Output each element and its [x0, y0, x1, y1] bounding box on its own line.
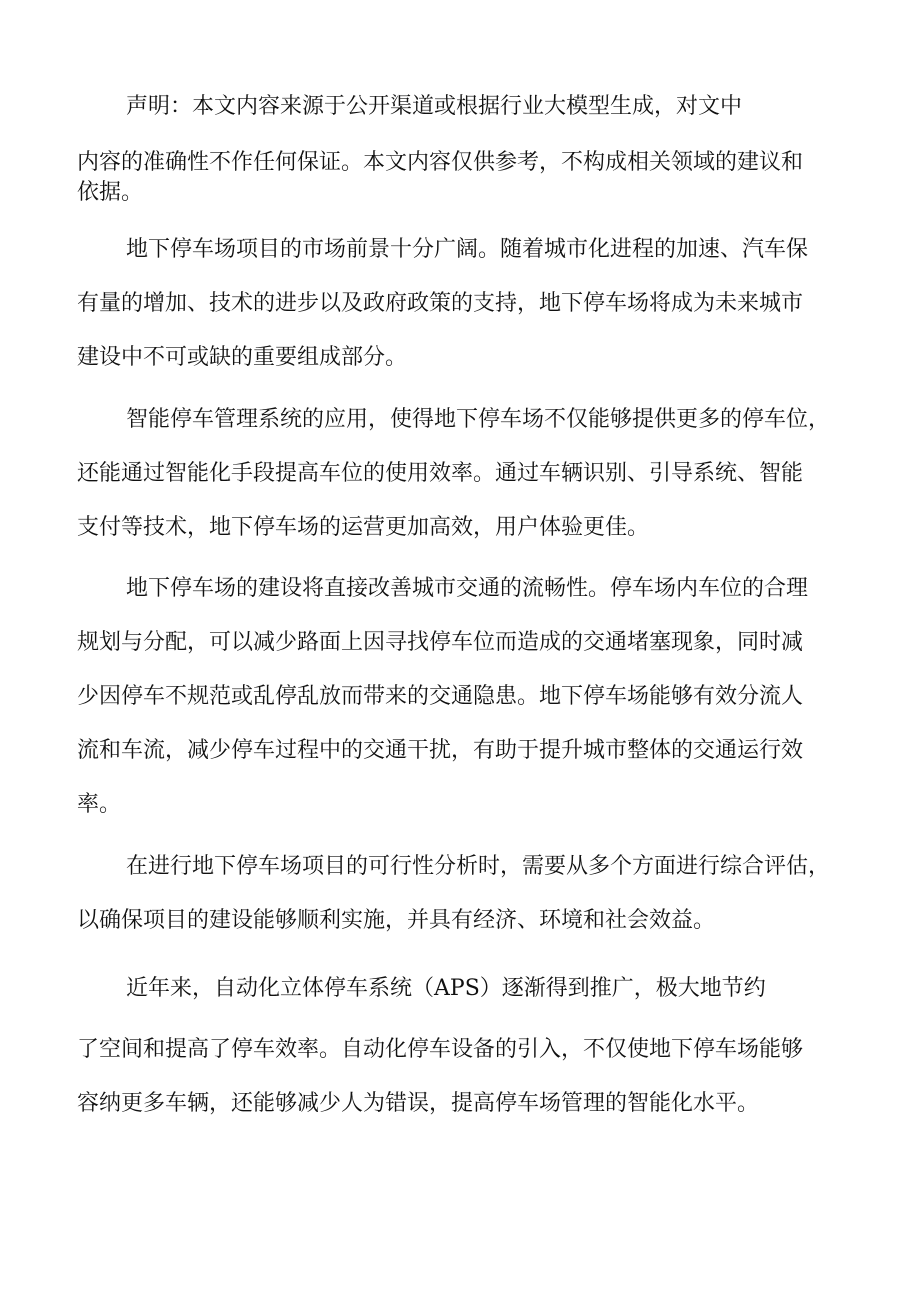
paragraph-5-line-2: 了空间和提高了停车效率。自动化停车设备的引入，不仅使地下停车场能够 — [77, 1037, 804, 1062]
paragraph-5-line-1: 近年来，自动化立体停车系统（APS）逐渐得到推广，极大地节约 — [126, 976, 766, 1001]
paragraph-3-line-2: 规划与分配，可以减少路面上因寻找停车位而造成的交通堵塞现象，同时减 — [77, 630, 804, 655]
paragraph-1-line-1: 地下停车场项目的市场前景十分广阔。随着城市化进程的加速、汽车保 — [126, 237, 809, 262]
paragraph-4-line-1: 在进行地下停车场项目的可行性分析时，需要从多个方面进行综合评估， — [126, 854, 831, 879]
paragraph-5-line-3: 容纳更多车辆，还能够减少人为错误，提高停车场管理的智能化水平。 — [77, 1091, 760, 1116]
disclaimer-line-3: 依据。 — [77, 180, 144, 205]
disclaimer-line-2: 内容的准确性不作任何保证。本文内容仅供参考，不构成相关领域的建议和 — [77, 150, 804, 175]
paragraph-3-line-3: 少因停车不规范或乱停乱放而带来的交通隐患。地下停车场能够有效分流人 — [77, 684, 804, 709]
paragraph-2-line-1: 智能停车管理系统的应用，使得地下停车场不仅能够提供更多的停车位， — [126, 407, 831, 432]
paragraph-4-line-2: 以确保项目的建设能够顺利实施，并具有经济、环境和社会效益。 — [77, 908, 716, 933]
paragraph-3-line-1: 地下停车场的建设将直接改善城市交通的流畅性。停车场内车位的合理 — [126, 576, 809, 601]
paragraph-2-line-2: 还能通过智能化手段提高车位的使用效率。通过车辆识别、引导系统、智能 — [77, 461, 804, 486]
paragraph-3-line-4: 流和车流，减少停车过程中的交通干扰，有助于提升城市整体的交通运行效 — [77, 738, 804, 763]
paragraph-3-line-5: 率。 — [77, 792, 122, 817]
paragraph-1-line-3: 建设中不可或缺的重要组成部分。 — [77, 345, 408, 370]
paragraph-1-line-2: 有量的增加、技术的进步以及政府政策的支持，地下停车场将成为未来城市 — [77, 291, 804, 316]
disclaimer-line-1: 声明：本文内容来源于公开渠道或根据行业大模型生成，对文中 — [126, 94, 743, 119]
paragraph-2-line-3: 支付等技术，地下停车场的运营更加高效，用户体验更佳。 — [77, 515, 650, 540]
